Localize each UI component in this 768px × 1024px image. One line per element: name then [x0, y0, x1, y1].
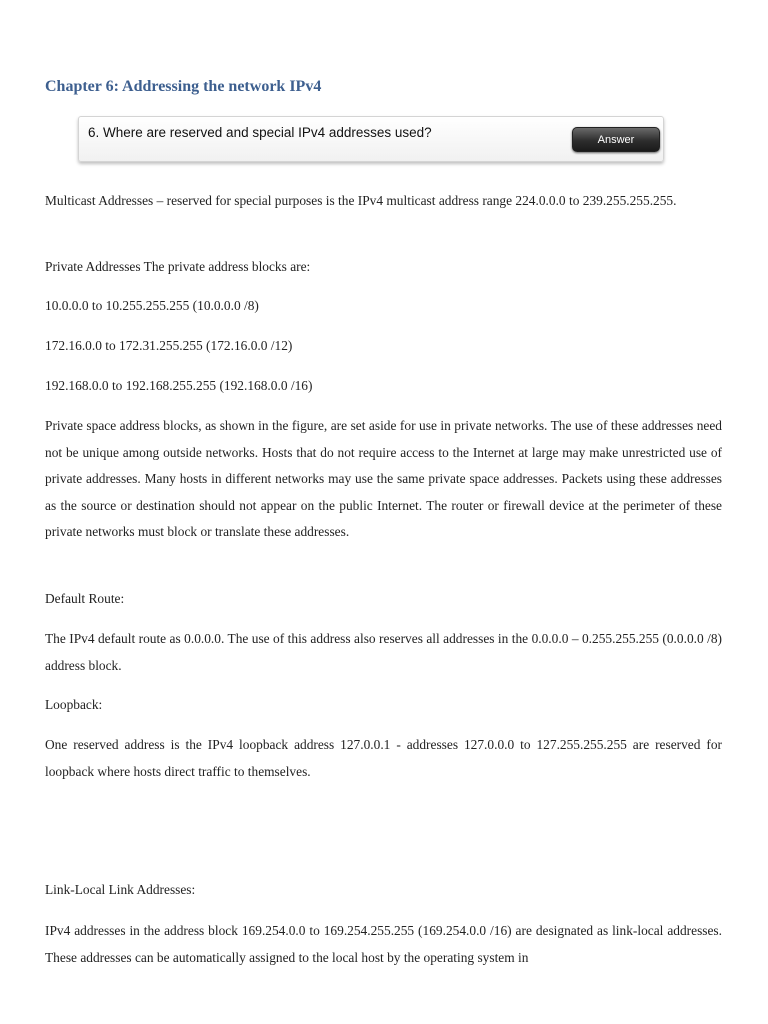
- default-route-heading: Default Route:: [45, 591, 125, 606]
- question-text: 6. Where are reserved and special IPv4 addresses used?: [88, 125, 432, 140]
- link-local-paragraph: IPv4 addresses in the address block 169.254.0.0 to 169.254.255.255 (169.254.0.0 /16) are designated as link-local addresses. These addresses can be automatically assigned to the local host by the operating system in: [45, 923, 722, 965]
- default-route-paragraph: The IPv4 default route as 0.0.0.0. The use of this address also reserves all addresses in the 0.0.0.0 – 0.255.255.255 (0.0.0.0 /8) address block.: [45, 631, 722, 673]
- answer-button[interactable]: Answer: [572, 127, 660, 152]
- link-local-heading: Link-Local Link Addresses:: [45, 882, 196, 897]
- loopback-heading: Loopback:: [45, 697, 103, 712]
- chapter-title: Chapter 6: Addressing the network IPv4: [45, 78, 322, 95]
- private-block-3: 192.168.0.0 to 192.168.255.255 (192.168.0.0 /16): [45, 378, 313, 393]
- loopback-paragraph: One reserved address is the IPv4 loopback address 127.0.0.1 - addresses 127.0.0.0 to 127.255.255.255 are reserved for loopback where hosts direct traffic to themselves.: [45, 737, 722, 779]
- private-block-2: 172.16.0.0 to 172.31.255.255 (172.16.0.0 /12): [45, 338, 293, 353]
- private-space-paragraph: Private space address blocks, as shown in the figure, are set aside for use in private networks. The use of these addresses need not be unique among outside networks. Hosts that do not require access to the Internet at large may make unrestricted use of private addresses. Many hosts in different networks may use the same private space addresses. Packets using these addresses as the source or destination should not appear on the public Internet. The router or firewall device at the perimeter of these private networks must block or translate these addresses.: [45, 418, 722, 539]
- private-block-1: 10.0.0.0 to 10.255.255.255 (10.0.0.0 /8): [45, 298, 259, 313]
- private-addresses-heading: Private Addresses The private address blocks are:: [45, 259, 311, 274]
- question-box: [78, 116, 664, 162]
- multicast-paragraph: Multicast Addresses – reserved for special purposes is the IPv4 multicast address range 224.0.0.0 to 239.255.255.255.: [45, 193, 677, 208]
